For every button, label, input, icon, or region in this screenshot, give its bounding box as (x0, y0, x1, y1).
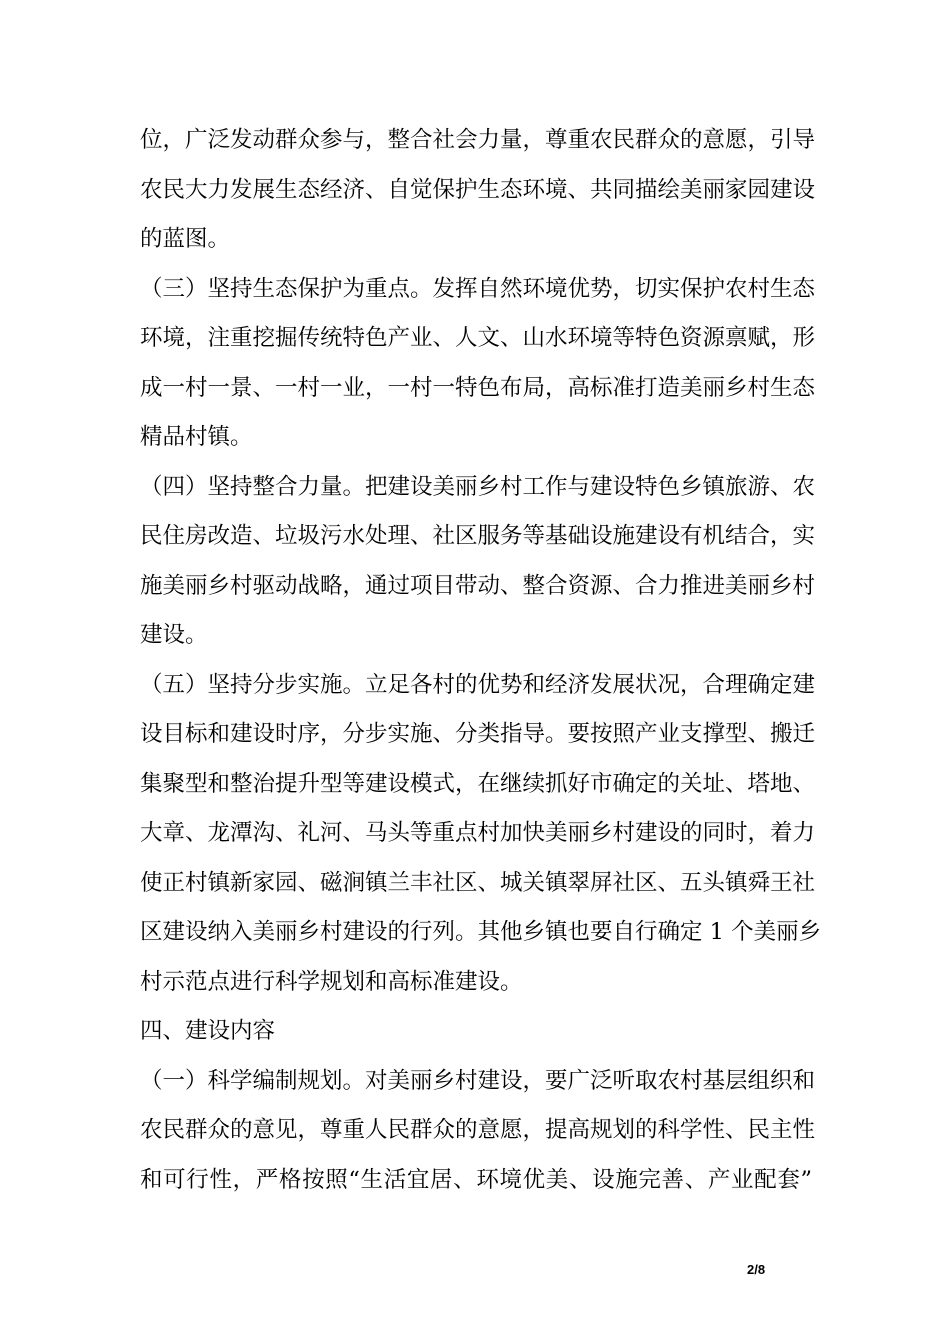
text-line: 成一村一景、一村一业，一村一特色布局，高标准打造美丽乡村生态 (140, 374, 816, 401)
document-body (140, 116, 822, 1205)
text-line: （三）坚持生态保护为重点。发挥自然环境优势，切实保护农村生态 (140, 275, 816, 302)
text-line: 设目标和建设时序，分步实施、分类指导。要按照产业支撑型、搬迁 (140, 721, 816, 747)
text-line: 环境，注重挖掘传统特色产业、人文、山水环境等特色资源禀赋，形 (140, 325, 816, 351)
text-line: 精品村镇。 (140, 424, 253, 450)
text-line: 集聚型和整治提升型等建设模式，在继续抓好市确定的关址、塔地、 (140, 770, 816, 797)
text-line: 使正村镇新家园、磁涧镇兰丰社区、城关镇翠屏社区、五头镇舜王社 (140, 869, 816, 896)
text-line: （四）坚持整合力量。把建设美丽乡村工作与建设特色乡镇旅游、农 (140, 473, 816, 500)
text-line: 和可行性，严格按照“生活宜居、环境优美、设施完善、产业配套” (140, 1166, 812, 1193)
text-line: 农民大力发展生态经济、自觉保护生态环境、共同描绘美丽家园建设 (140, 176, 816, 203)
text-line: 四、建设内容 (140, 1018, 276, 1044)
text-line: 农民群众的意见，尊重人民群众的意愿，提高规划的科学性、民主性 (140, 1117, 816, 1143)
text-line: 大章、龙潭沟、礼河、马头等重点村加快美丽乡村建设的同时，着力 (140, 820, 816, 846)
text-line: （五）坚持分步实施。立足各村的优势和经济发展状况，合理确定建 (140, 671, 816, 698)
text-line: 施美丽乡村驱动战略，通过项目带动、整合资源、合力推进美丽乡村 (140, 572, 816, 599)
text-line: 民住房改造、垃圾污水处理、社区服务等基础设施建设有机结合，实 (140, 523, 816, 549)
text-line: （一）科学编制规划。对美丽乡村建设，要广泛听取农村基层组织和 (140, 1067, 816, 1094)
page-number: 2/8 (747, 1262, 766, 1277)
text-line: 建设。 (140, 622, 208, 648)
text-line: 位，广泛发动群众参与，整合社会力量，尊重农民群众的意愿，引导 (140, 127, 816, 153)
text-line: 的蓝图。 (140, 226, 231, 252)
text-line: 区建设纳入美丽乡村建设的行列。其他乡镇也要自行确定 1 个美丽乡 (140, 919, 822, 945)
text-line: 村示范点进行科学规划和高标准建设。 (140, 968, 523, 995)
